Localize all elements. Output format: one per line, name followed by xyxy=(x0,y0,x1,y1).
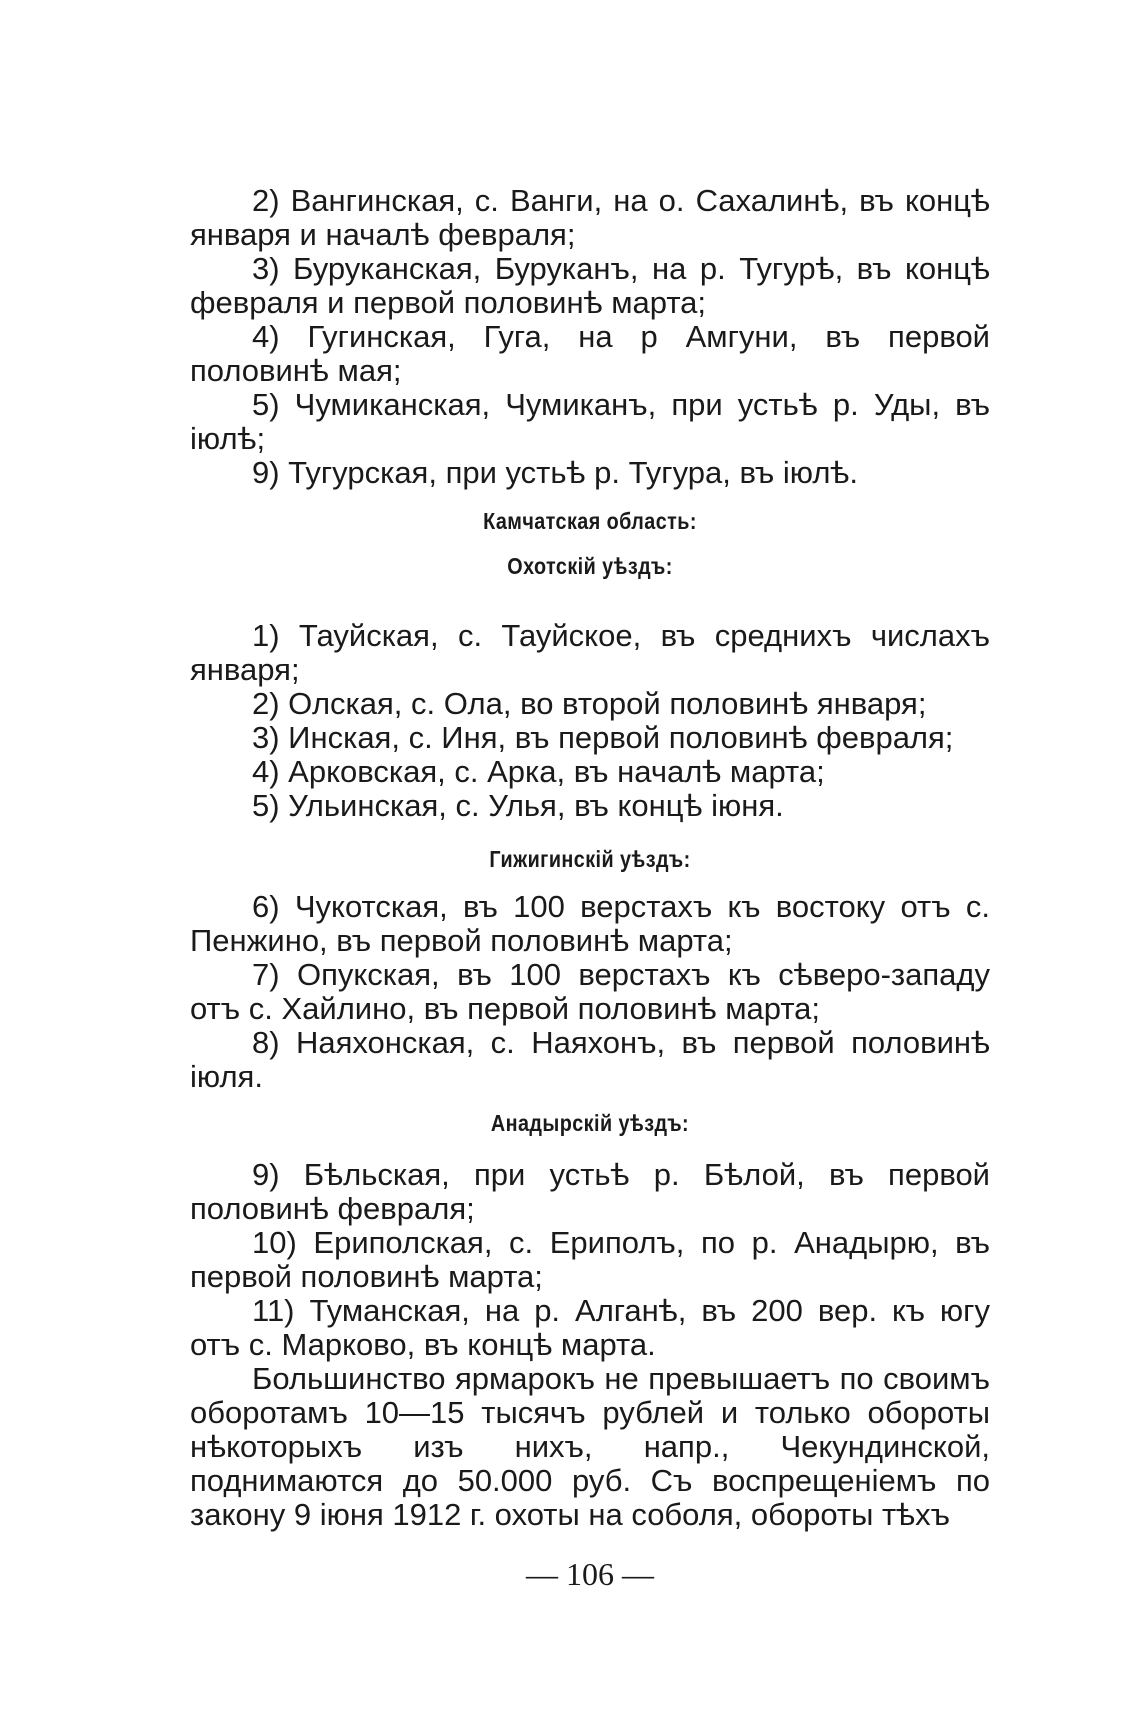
list-item: 4) Арковская, с. Арка, въ началѣ марта; xyxy=(252,754,825,789)
list-item: 10) Ериполская, с. Ериполъ, по р. Анадырю, въ первой половинѣ марта; xyxy=(190,1225,990,1294)
list-item: 9) Тугурская, при устьѣ р. Тугура, въ іюлѣ. xyxy=(252,455,859,490)
list-item: 9) Бѣльская, при устьѣ р. Бѣлой, въ первой половинѣ февраля; xyxy=(190,1157,990,1226)
list-item: 5) Ульинская, с. Улья, въ концѣ іюня. xyxy=(252,788,784,823)
anadyr-fair-list xyxy=(190,1158,990,1532)
section-heading-gizhiga: Гижигинскій уѣздъ: xyxy=(489,846,691,872)
list-item: 2) Вангинская, с. Ванги, на о. Сахалинѣ, въ концѣ января и началѣ февраля; xyxy=(190,183,990,252)
list-item: 1) Тауйская, с. Тауйское, въ среднихъ числахъ января; xyxy=(190,618,990,687)
region-heading: Камчатская область: xyxy=(483,508,697,534)
list-item: 7) Опукская, въ 100 верстахъ къ сѣверо-западу отъ с. Хайлино, въ первой половинѣ марта; xyxy=(190,957,990,1026)
intro-fair-list xyxy=(190,184,990,490)
list-item: 5) Чумиканская, Чумиканъ, при устьѣ р. Уды, въ іюлѣ; xyxy=(190,387,990,456)
list-item: 2) Олская, с. Ола, во второй половинѣ января; xyxy=(252,686,927,721)
list-item: 4) Гугинская, Гуга, на р Амгуни, въ первой половинѣ мая; xyxy=(190,319,990,388)
section-heading-anadyr: Анадырскій уѣздъ: xyxy=(490,1110,690,1136)
list-item: 3) Инская, с. Иня, въ первой половинѣ февраля; xyxy=(252,720,954,755)
page-number: — 106 — xyxy=(526,1556,654,1592)
gizhiga-fair-list xyxy=(190,890,990,1094)
list-item: 8) Наяхонская, с. Наяхонъ, въ первой половинѣ іюля. xyxy=(190,1025,990,1094)
list-item: 6) Чукотская, въ 100 верстахъ къ востоку отъ с. Пенжино, въ первой половинѣ марта; xyxy=(190,889,990,958)
list-item: 3) Буруканская, Буруканъ, на р. Тугурѣ, въ концѣ февраля и первой половинѣ марта; xyxy=(190,251,990,320)
closing-paragraph: Большинство ярмарокъ не превышаетъ по своимъ оборотамъ 10—15 тысячъ рублей и только обороты нѣкоторыхъ изъ нихъ, напр., Чекундинской, поднимаются до 50.000 руб. Съ воспрещеніемъ по закону 9 іюня 1912 г. охоты на соболя, обороты тѣхъ xyxy=(190,1361,990,1532)
section-heading-okhotsk: Охотскій уѣздъ: xyxy=(507,553,673,579)
list-item: 11) Туманская, на р. Алганѣ, въ 200 вер. къ югу отъ с. Марково, въ концѣ марта. xyxy=(190,1293,990,1362)
okhotsk-fair-list xyxy=(190,619,990,823)
